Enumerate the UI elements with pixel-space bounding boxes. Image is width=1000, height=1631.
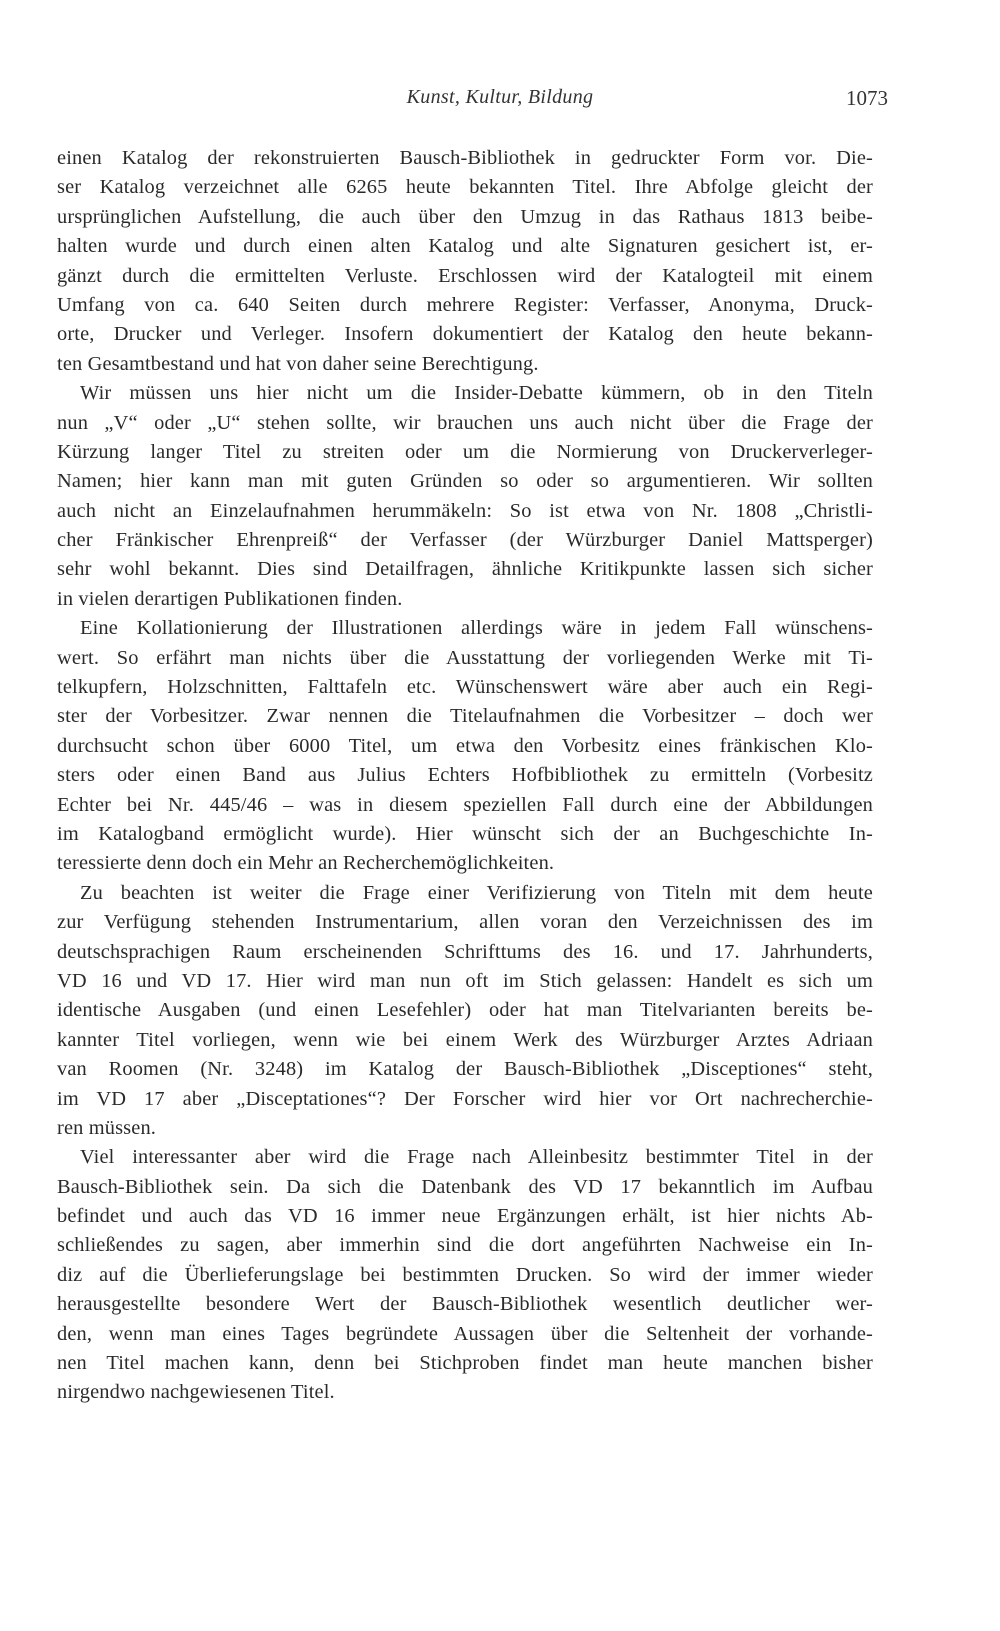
text-line: im Katalogband ermöglicht wurde). Hier wünscht sich der an Buchgeschichte In- (57, 822, 873, 845)
text-line: den, wenn man eines Tages begründete Aussagen über die Seltenheit der vorhande- (57, 1322, 873, 1345)
text-line: im VD 17 aber „Disceptationes“? Der Forscher wird hier vor Ort nachrecherchie- (57, 1087, 873, 1110)
text-line: van Roomen (Nr. 3248) im Katalog der Bausch-Bibliothek „Disceptiones“ steht, (57, 1058, 873, 1081)
text-line: diz auf die Überlieferungslage bei bestimmten Drucken. So wird der immer wieder (57, 1263, 873, 1286)
running-head (0, 86, 1000, 116)
running-title: Kunst, Kultur, Bildung (406, 86, 594, 108)
text-line: ster der Vorbesitzer. Zwar nennen die Titelaufnahmen die Vorbesitzer – doch wer (57, 705, 873, 728)
text-line: cher Fränkischer Ehrenpreiß“ der Verfasser (der Würzburger Daniel Mattsperger) (57, 529, 873, 552)
text-line: herausgestellte besondere Wert der Bausch-Bibliothek wesentlich deutlicher wer- (57, 1293, 873, 1316)
text-line: VD 16 und VD 17. Hier wird man nun oft im Stich gelassen: Handelt es sich um (57, 969, 873, 992)
text-line: Kürzung langer Titel zu streiten oder um die Normierung von Druckerverleger- (57, 440, 873, 463)
text-line: nun „V“ oder „U“ stehen sollte, wir brauchen uns auch nicht über die Frage der (57, 411, 873, 434)
text-line: befindet und auch das VD 16 immer neue Ergänzungen erhält, ist hier nichts Ab- (57, 1205, 873, 1228)
text-line: ser Katalog verzeichnet alle 6265 heute bekannten Titel. Ihre Abfolge gleicht der (57, 176, 873, 199)
text-line: ursprünglichen Aufstellung, die auch über den Umzug in das Rathaus 1813 beibe- (57, 205, 873, 228)
text-line: gänzt durch die ermittelten Verluste. Erschlossen wird der Katalogteil mit einem (57, 264, 873, 287)
text-line: sehr wohl bekannt. Dies sind Detailfragen, ähnliche Kritikpunkte lassen sich sicher (57, 558, 873, 581)
text-line: einen Katalog der rekonstruierten Bausch-Bibliothek in gedruckter Form vor. Die- (57, 147, 873, 169)
text-line: ren müssen. (57, 1116, 157, 1139)
body-text (57, 144, 873, 1408)
text-line: ten Gesamtbestand und hat von daher seine Berechtigung. (57, 352, 539, 375)
text-line: wert. So erfährt man nichts über die Ausstattung der vorliegenden Werke mit Ti- (57, 646, 873, 669)
text-line: nirgendwo nachgewiesenen Titel. (57, 1381, 335, 1404)
text-line: telkupfern, Holzschnitten, Falttafeln etc. Wünschenswert wäre aber auch ein Regi- (57, 676, 873, 699)
text-line: kannter Titel vorliegen, wenn wie bei einem Werk des Würzburger Arztes Adriaan (57, 1028, 873, 1051)
text-line: nen Titel machen kann, denn bei Stichproben findet man heute manchen bisher (57, 1352, 873, 1375)
text-line: teressierte denn doch ein Mehr an Recherchemöglichkeiten. (57, 852, 555, 875)
text-line: halten wurde und durch einen alten Katalog und alte Signaturen gesichert ist, er- (57, 235, 873, 258)
text-line: Bausch-Bibliothek sein. Da sich die Datenbank des VD 17 bekanntlich im Aufbau (57, 1175, 873, 1198)
text-line: orte, Drucker und Verleger. Insofern dokumentiert der Katalog den heute bekann- (57, 323, 873, 346)
text-line: deutschsprachigen Raum erscheinenden Schrifttums des 16. und 17. Jahrhunderts, (57, 940, 873, 963)
text-line: Viel interessanter aber wird die Frage nach Alleinbesitz bestimmter Titel in der (80, 1146, 873, 1169)
text-line: Umfang von ca. 640 Seiten durch mehrere Register: Verfasser, Anonyma, Druck- (57, 293, 873, 316)
text-line: auch nicht an Einzelaufnahmen herummäkeln: So ist etwa von Nr. 1808 „Christli- (57, 499, 873, 522)
text-line: durchsucht schon über 6000 Titel, um etwa den Vorbesitz eines fränkischen Klo- (57, 734, 873, 757)
text-line: in vielen derartigen Publikationen finden. (57, 587, 403, 610)
text-line: Zu beachten ist weiter die Frage einer Verifizierung von Titeln mit dem heute (80, 881, 873, 904)
page-number: 1073 (846, 86, 888, 110)
text-line: Eine Kollationierung der Illustrationen allerdings wäre in jedem Fall wünschens- (80, 617, 873, 640)
text-line: zur Verfügung stehenden Instrumentarium, allen voran den Verzeichnissen des im (57, 911, 873, 934)
text-line: Namen; hier kann man mit guten Gründen so oder so argumentieren. Wir sollten (57, 470, 873, 493)
text-line: identische Ausgaben (und einen Lesefehler) oder hat man Titelvarianten bereits be- (57, 999, 873, 1022)
text-line: schließendes zu sagen, aber immerhin sind die dort angeführten Nachweise ein In- (57, 1234, 873, 1257)
text-line: Echter bei Nr. 445/46 – was in diesem speziellen Fall durch eine der Abbildungen (57, 793, 873, 816)
text-line: Wir müssen uns hier nicht um die Insider-Debatte kümmern, ob in den Titeln (80, 382, 873, 405)
text-line: sters oder einen Band aus Julius Echters Hofbibliothek zu ermitteln (Vorbesitz (57, 764, 873, 787)
